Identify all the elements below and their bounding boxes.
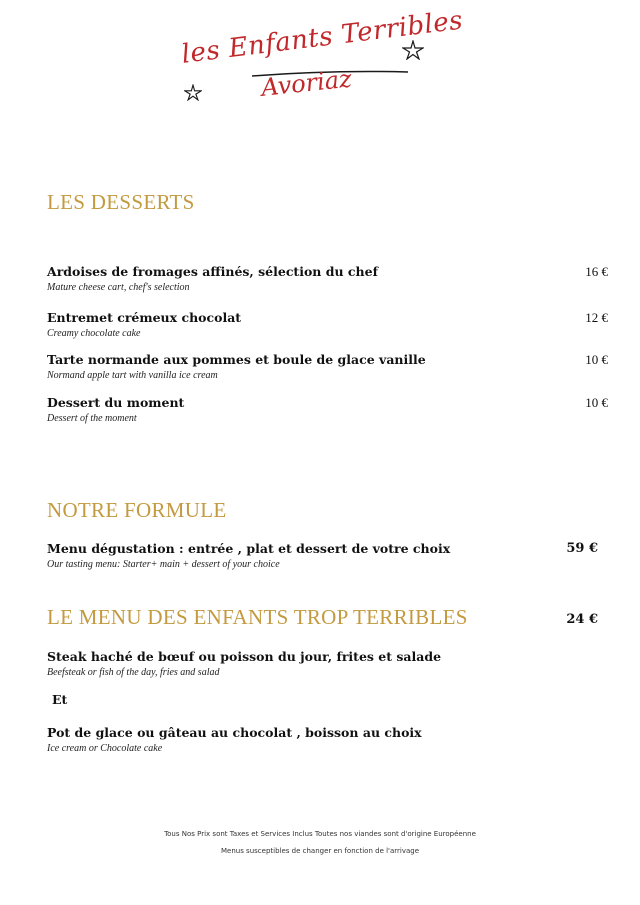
kids-item-desc: Ice cream or Chocolate cake [47,743,163,754]
dessert-desc: Normand apple tart with vanilla ice cream [47,370,218,381]
dessert-price: 12 € [585,310,608,325]
kids-menu-price: 24 € [566,612,598,627]
kids-item-desc: Beefsteak or fish of the day, fries and salad [47,667,220,678]
section-title-desserts: LES DESSERTS [47,190,195,214]
restaurant-logo [180,5,465,108]
dessert-desc: Creamy chocolate cake [47,328,141,339]
logo-line1: les Enfants Terribles [180,5,465,70]
kids-item-name: Pot de glace ou gâteau au chocolat , boisson au choix [47,725,422,740]
dessert-name: Entremet crémeux chocolat [47,310,242,325]
dessert-name: Dessert du moment [47,395,185,410]
formule-desc: Our tasting menu: Starter+ main + dessert of your choice [47,559,280,570]
star-icon [402,40,424,60]
section-title-kids-menu: LE MENU DES ENFANTS TROP TERRIBLES [47,605,468,629]
dessert-desc: Mature cheese cart, chef's selection [47,282,190,293]
dessert-price: 16 € [585,264,608,279]
formule-price: 59 € [566,541,598,556]
star-icon [184,84,202,101]
dessert-name: Ardoises de fromages affinés, sélection du chef [47,264,378,279]
footer-note: Menus susceptibles de changer en fonction de l'arrivage [220,847,420,855]
logo-line2: Avoriaz [260,64,353,102]
kids-item-name: Steak haché de bœuf ou poisson du jour, frites et salade [47,649,442,664]
dessert-price: 10 € [585,352,608,367]
dessert-desc: Dessert of the moment [47,413,137,424]
formule-name: Menu dégustation : entrée , plat et dessert de votre choix [47,541,451,556]
dessert-price: 10 € [585,395,608,410]
footer-note: Tous Nos Prix sont Taxes et Services Inclus Toutes nos viandes sont d'origine Européenne [164,830,476,838]
kids-and-label: Et [52,692,68,707]
section-title-formule: NOTRE FORMULE [47,498,227,522]
dessert-name: Tarte normande aux pommes et boule de glace vanille [47,352,426,367]
